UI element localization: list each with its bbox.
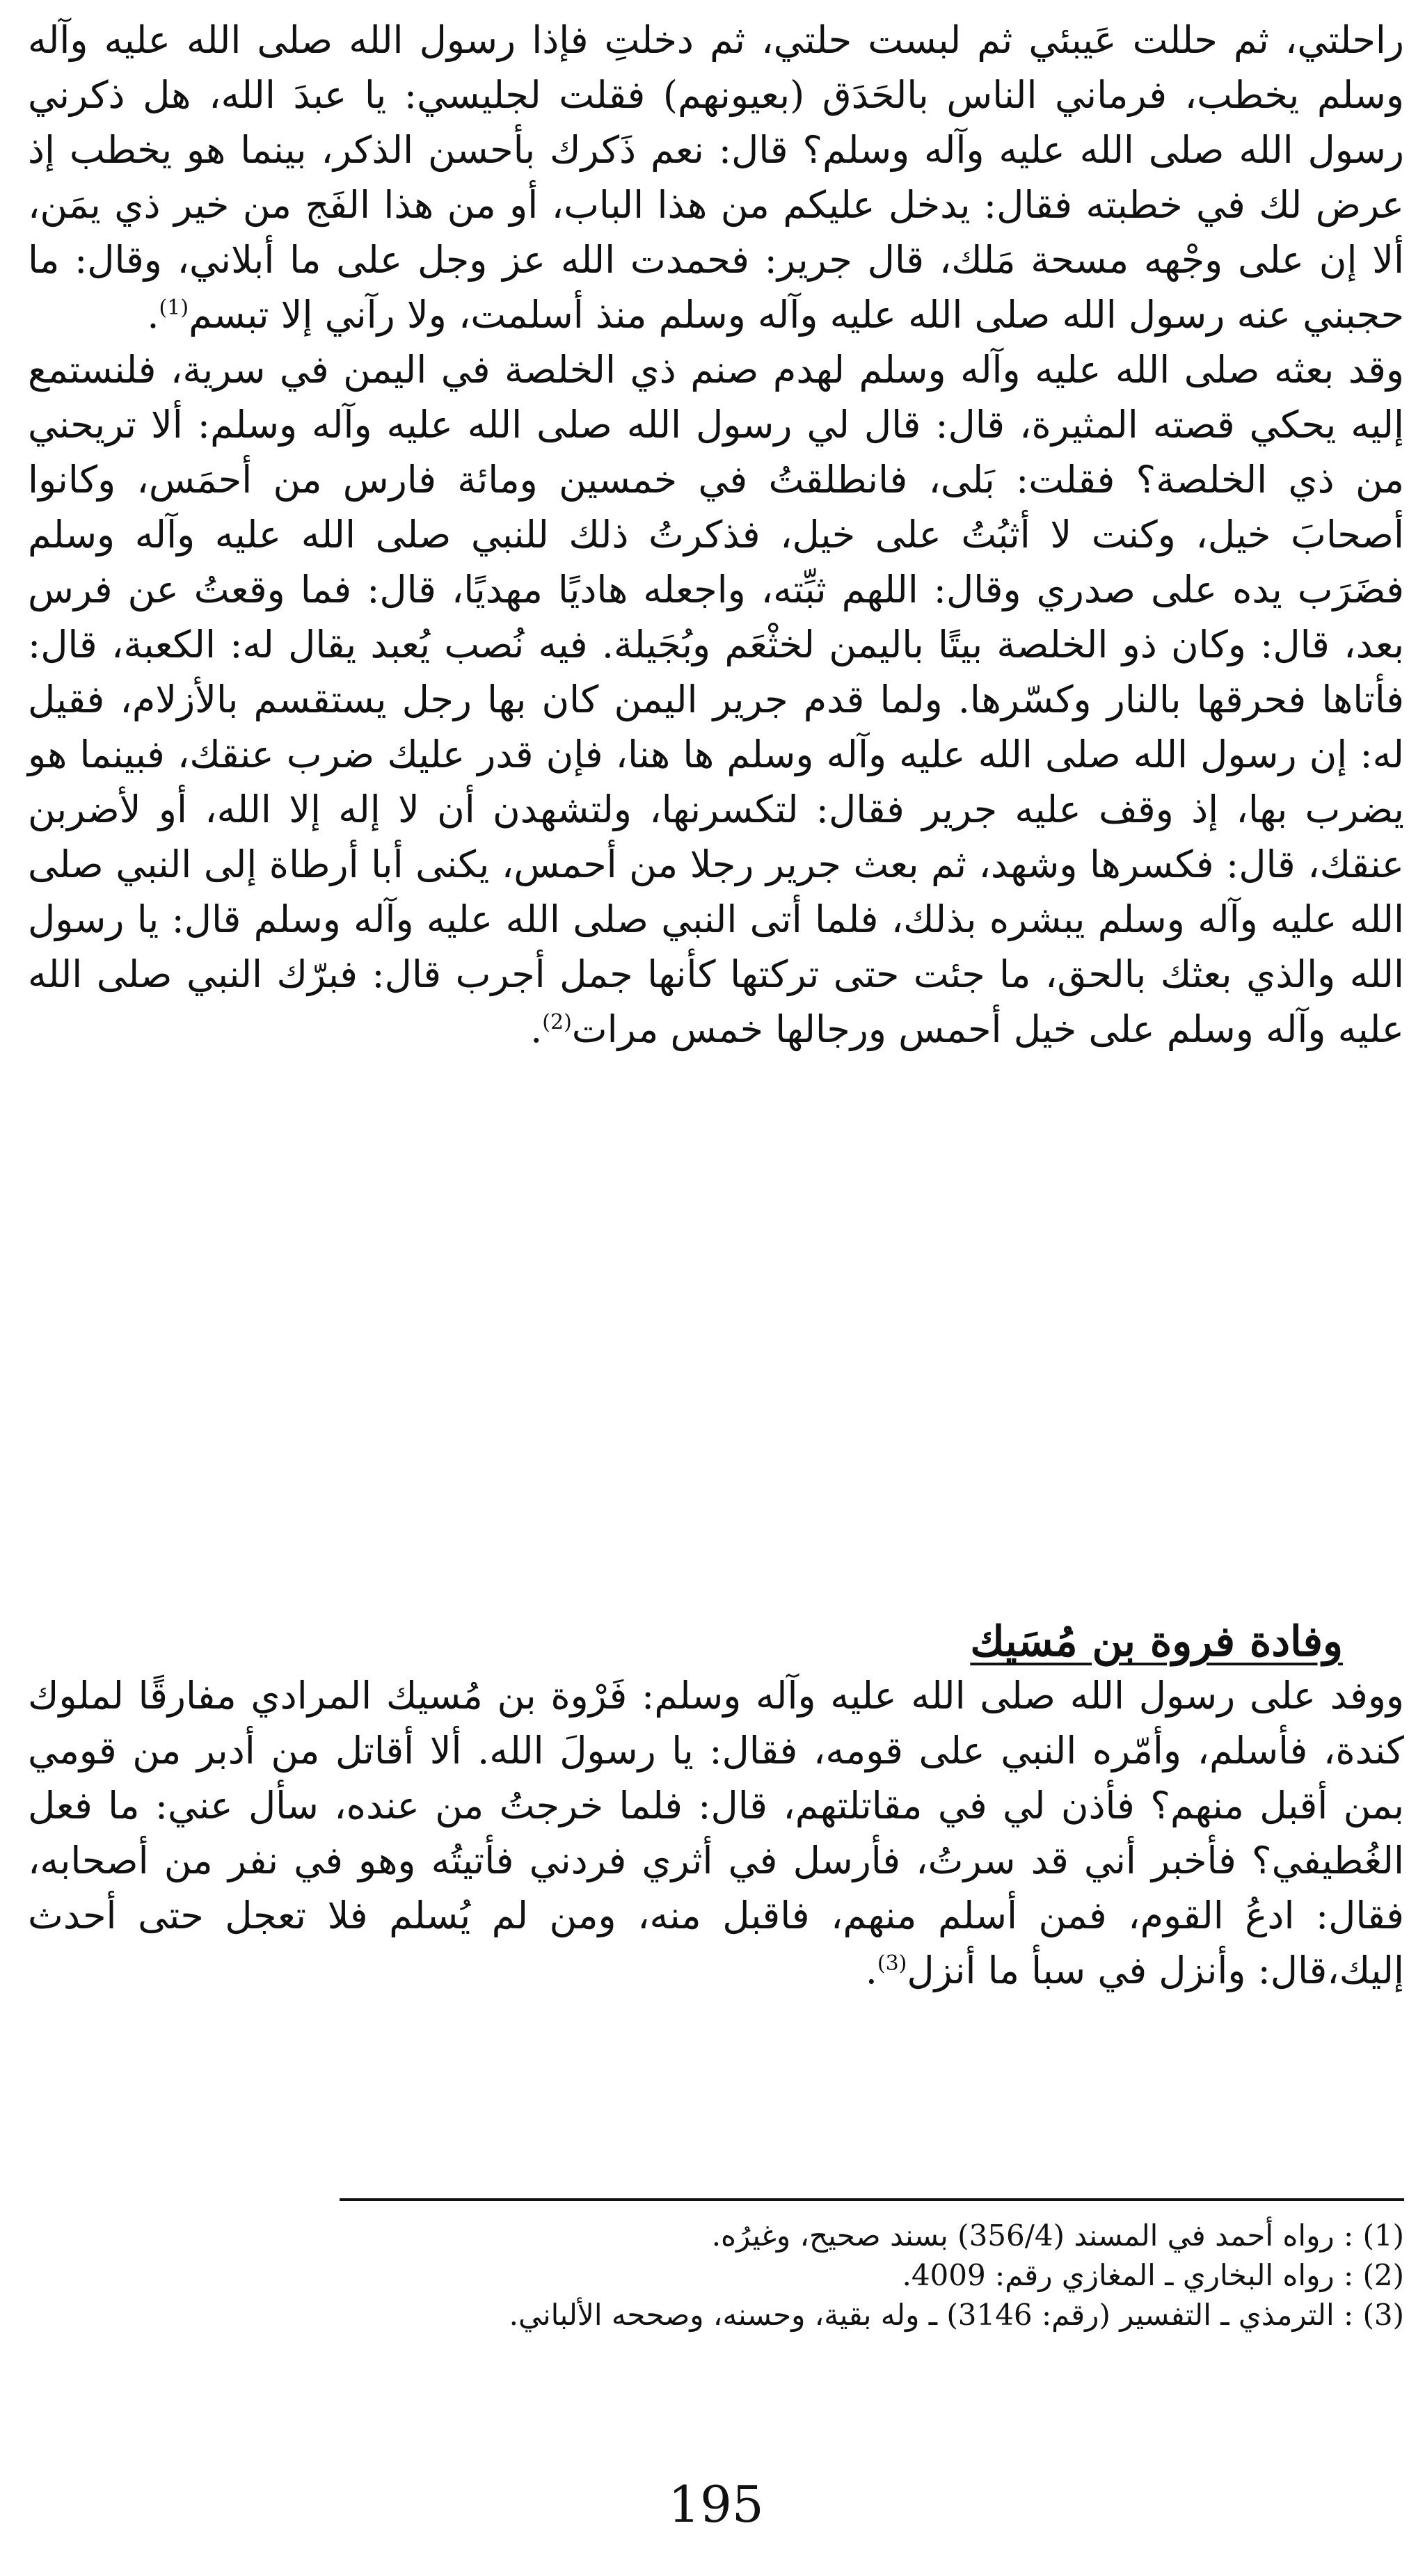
book-page (28, 0, 1404, 2576)
footnote-marker-3: (3) (877, 1951, 907, 1976)
paragraph-end-punct: . (530, 1007, 543, 1051)
paragraph-end-punct: . (147, 293, 159, 337)
footnote-marker-2: (2) (542, 1010, 572, 1034)
paragraph-text: وقد بعثه صلى الله عليه وآله وسلم لهدم صنم ذي الخلصة في اليمن في سرية، فلنستمع إليه يحكي قصته المثيرة، قال: قال لي رسول الله صلى الله عليه وآله وسلم: ألا تريحني من ذي الخلصة؟ فقلت: بَلى، فانطلقتُ في خمسين ومائة فارس من أحمَس، وكانوا أصحابَ خيل، وكنت لا أثبُتُ على خيل، فذكرتُ ذلك للنبي صلى الله عليه وآله وسلم فضَرَب يده على صدري وقال: اللهم ثبِّته، واجعله هاديًا مهديًا، قال: فما وقعتُ عن فرس بعد، قال: وكان ذو الخلصة بيتًا باليمن لخثْعَم وبُجَيلة. فيه نُصب يُعبد يقال له: الكعبة، قال: فأتاها فحرقها بالنار وكسّرها. ولما قدم جرير اليمن كان بها رجل يستقسم بالأزلام، فقيل له: إن رسول الله صلى الله عليه وآله وسلم ها هنا، فإن قدر عليك ضرب عنقك، فبينما هو يضرب بها، إذ وقف عليه جرير فقال: لتكسرنها، ولتشهدن أن لا إله إلا الله، أو لأضربن عنقك، قال: فكسرها وشهد، ثم بعث جرير رجلا من أحمس، يكنى أبا أرطاة إلى النبي صلى الله عليه وآله وسلم يبشره بذلك، فلما أتى النبي صلى الله عليه وآله وسلم قال: يا رسول الله والذي بعثك بالحق، ما جئت حتى تركتها كأنها جمل أجرب قال: فبرّك النبي صلى الله عليه وآله وسلم على خيل أحمس ورجالها خمس مرات (28, 348, 1404, 1051)
paragraph-farwa (28, 1668, 1404, 1998)
footnote-divider (340, 2198, 1404, 2201)
section-heading: وفادة فروة بن مُسَيك (970, 1617, 1343, 1666)
paragraph-end-punct: . (865, 1949, 877, 1992)
paragraph-text: ووفد على رسول الله صلى الله عليه وآله وسلم: فَرْوة بن مُسيك المرادي مفارقًا لملوك كندة، فأسلم، وأمّره النبي على قومه، فقال: يا رسولَ الله. ألا أقاتل من أدبر من قومي بمن أقبل منهم؟ فأذن لي في مقاتلتهم، قال: فلما خرجتُ من عنده، سأل عني: ما فعل الغُطيفي؟ فأخبر أني قد سرتُ، فأرسل في أثري فردني فأتيتُه وهو في نفر من أصحابه، فقال: ادعُ القوم، فمن أسلم منهم، فاقبل منه، ومن لم يُسلم فلا تعجل حتى أحدث إليك،قال: وأنزل في سبأ ما أنزل (28, 1674, 1404, 1992)
section-body-text (28, 1668, 1404, 1998)
footnote-marker-1: (1) (159, 296, 189, 320)
page-number: 195 (668, 2475, 764, 2534)
footnote-3: (3) : الترمذي ـ التفسير (رقم: 3146) ـ وله بقية، وحسنه، وصححه الألباني. (509, 2298, 1404, 2332)
paragraph-jarir-visit (28, 13, 1404, 342)
footnote-2: (2) : رواه البخاري ـ المغازي رقم: 4009. (902, 2258, 1404, 2292)
footnotes (28, 2216, 1404, 2335)
main-body-text (28, 13, 1404, 1057)
paragraph-text: راحلتي، ثم حللت عَيبئي ثم لبست حلتي، ثم دخلتِ فإذا رسول الله صلى الله عليه وآله وسلم يخطب، فرماني الناس بالحَدَق (بعيونهم) فقلت لجليسي: يا عبدَ الله، هل ذكرني رسول الله صلى الله عليه وآله وسلم؟ قال: نعم ذَكرك بأحسن الذكر، بينما هو يخطب إذ عرض لك في خطبته فقال: يدخل عليكم من هذا الباب، أو من هذا الفَج من خير ذي يمَن، ألا إن على وجْهه مسحة مَلك، قال جرير: فحمدت الله عز وجل على ما أبلاني، وقال: ما حجبني عنه رسول الله صلى الله عليه وآله وسلم منذ أسلمت، ولا رآني إلا تبسم (28, 18, 1404, 337)
paragraph-dhul-khalasa (28, 342, 1404, 1057)
footnote-1: (1) : رواه أحمد في المسند (356/4) بسند صحيح، وغيرُه. (711, 2218, 1404, 2253)
